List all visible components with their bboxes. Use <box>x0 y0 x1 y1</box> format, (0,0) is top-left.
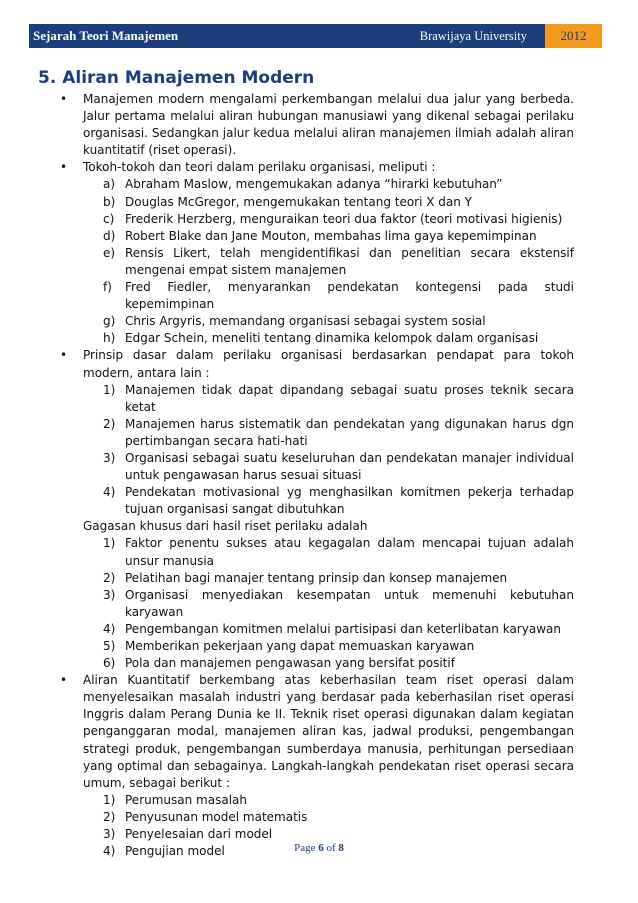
footer-page-number: 6 <box>318 842 324 854</box>
list-marker: b) <box>103 194 116 209</box>
bullet-intro: • Prinsip dasar dalam perilaku organisasi berdasarkan pendapat para tokoh modern, antara lain : <box>83 348 574 380</box>
list-item-text: Abraham Maslow, mengemukakan adanya “hirarki kebutuhan” <box>125 177 503 192</box>
gagasan-list <box>83 535 574 672</box>
list-item-text: Douglas McGregor, mengemukakan tentang teori X dan Y <box>125 194 473 209</box>
footer-total-pages: 8 <box>338 842 344 854</box>
list-marker: a) <box>103 177 116 192</box>
list-marker: 3) <box>103 587 116 602</box>
list-item-text: Penyusunan model matematis <box>125 809 308 824</box>
list-item-text: Frederik Herzberg, menguraikan teori dua faktor (teori motivasi higienis) <box>125 211 563 226</box>
figures-list <box>83 176 574 347</box>
list-marker: c) <box>103 211 115 226</box>
list-item <box>103 416 574 450</box>
list-marker: 1) <box>103 382 116 397</box>
list-marker: e) <box>103 245 116 260</box>
list-item-text: Pengujian model <box>125 844 225 859</box>
list-item <box>103 279 574 313</box>
list-item <box>103 792 574 809</box>
list-item <box>103 655 574 672</box>
list-item-text: Pendekatan motivasional yg menghasilkan komitmen pekerja terhadap tujuan organisasi sangat dibutuhkan <box>125 485 574 517</box>
list-item-text: Robert Blake dan Jane Mouton, membahas lima gaya kepemimpinan <box>125 228 537 243</box>
list-item-text: Chris Argyris, memandang organisasi sebagai system sosial <box>125 314 486 329</box>
list-item-text: Pelatihan bagi manajer tentang prinsip dan konsep manajemen <box>125 570 508 585</box>
footer-page-word: Page <box>294 842 316 854</box>
header-year: 2012 <box>545 24 602 48</box>
list-item <box>103 809 574 826</box>
list-marker: 3) <box>103 450 116 465</box>
list-marker: 6) <box>103 656 116 671</box>
document-body <box>58 91 574 860</box>
list-item-text: Pola dan manajemen pengawasan yang bersifat positif <box>125 656 455 671</box>
list-marker: 4) <box>103 621 116 636</box>
bullet-basic-principles <box>58 347 574 672</box>
list-marker: 3) <box>103 827 116 842</box>
list-item <box>103 176 574 193</box>
header-university: Brawijaya University <box>419 28 527 43</box>
bullet-intro: • Aliran Kuantitatif berkembang atas keberhasilan team riset operasi dalam menyelesaikan masalah industri yang berdasar pada keberhasilan riset operasi Inggris dalam Perang Dunia ke II. Teknik riset operasi digunakan dalam kegiatan penganggaran modal, manajemen aliran kas, jadwal produksi, pengembangan strategi produk, pengembangan sumberdaya manusia, perhitungan persediaan yang optimal dan sebagainya. Langkah-langkah pendekatan riset operasi secara umum, sebagai berikut : <box>83 673 574 790</box>
list-item-text: Memberikan pekerjaan yang dapat memuaskan karyawan <box>125 639 475 653</box>
bullet-intro: • Tokoh-tokoh dan teori dalam perilaku organisasi, meliputi : <box>83 160 436 175</box>
list-item <box>103 228 574 245</box>
list-item <box>103 382 574 416</box>
list-item <box>103 621 574 638</box>
bullet-quantitative <box>58 672 574 860</box>
header-title: Sejarah Teori Manajemen <box>33 28 179 43</box>
page-footer <box>0 842 638 854</box>
list-item-text: Penyelesaian dari model <box>125 827 273 842</box>
bullet-list <box>58 91 574 860</box>
list-marker: f) <box>103 280 112 295</box>
list-marker: h) <box>103 331 116 346</box>
list-item <box>103 313 574 330</box>
list-item <box>103 211 574 228</box>
list-marker: 2) <box>103 809 116 824</box>
list-marker: 2) <box>103 416 116 431</box>
list-item-text: Fred Fiedler, menyarankan pendekatan kontegensi pada studi kepemimpinan <box>125 280 574 312</box>
list-item-text: Manajemen tidak dapat dipandang sebagai suatu proses teknik secara ketat <box>125 382 574 414</box>
section-title: 5. Aliran Manajemen Modern <box>38 68 315 88</box>
list-item-text: Edgar Schein, meneliti tentang dinamika kelompok dalam organisasi <box>125 331 539 346</box>
list-item <box>103 535 574 569</box>
list-marker: d) <box>103 228 116 243</box>
principles-list <box>83 382 574 519</box>
list-marker: 2) <box>103 570 116 585</box>
list-item <box>103 330 574 347</box>
list-item-text: Perumusan masalah <box>125 792 247 807</box>
list-item-text: Pengembangan komitmen melalui partisipasi dan keterlibatan karyawan <box>125 621 561 636</box>
list-marker: 1) <box>103 792 116 807</box>
bullet-modern-management <box>58 91 574 159</box>
list-item-text: Organisasi sebagai suatu keseluruhan dan pendekatan manajer individual untuk pengawasan harus sesuai situasi <box>125 450 574 483</box>
list-item <box>103 194 574 211</box>
gagasan-intro: Gagasan khusus dari hasil riset perilaku adalah <box>83 519 368 534</box>
list-item <box>103 826 574 843</box>
list-item <box>103 245 574 279</box>
list-item <box>103 450 574 484</box>
list-item <box>103 638 574 655</box>
list-marker: g) <box>103 314 116 329</box>
list-item-text: Manajemen harus sistematik dan pendekatan yang digunakan harus dgn pertimbangan secara hati-hati <box>125 416 574 448</box>
list-marker: 1) <box>103 536 116 551</box>
list-marker: 5) <box>103 639 116 653</box>
footer-of-word: of <box>326 842 336 854</box>
bullet-text: • Manajemen modern mengalami perkembangan melalui dua jalur yang berbeda. Jalur pertama melalui aliran hubungan manusiawi yang dikenal sebagai perilaku organisasi. Sedangkan jalur kedua melalui aliran manajemen ilmiah adalah aliran kuantitatif (riset operasi). <box>83 92 574 158</box>
list-item <box>103 484 574 518</box>
list-marker: 4) <box>103 844 116 859</box>
list-item <box>103 570 574 587</box>
bullet-behavior-figures <box>58 159 574 347</box>
list-item <box>103 587 574 621</box>
list-item-text: Faktor penentu sukses atau kegagalan dalam mencapai tujuan adalah unsur manusia <box>125 536 574 568</box>
list-item-text: Rensis Likert, telah mengidentifikasi dan penelitian secara ekstensif mengenai empat sistem manajemen <box>125 245 574 277</box>
list-item-text: Organisasi menyediakan kesempatan untuk memenuhi kebutuhan karyawan <box>125 587 574 619</box>
page-header <box>29 24 602 48</box>
list-marker: 4) <box>103 485 116 500</box>
